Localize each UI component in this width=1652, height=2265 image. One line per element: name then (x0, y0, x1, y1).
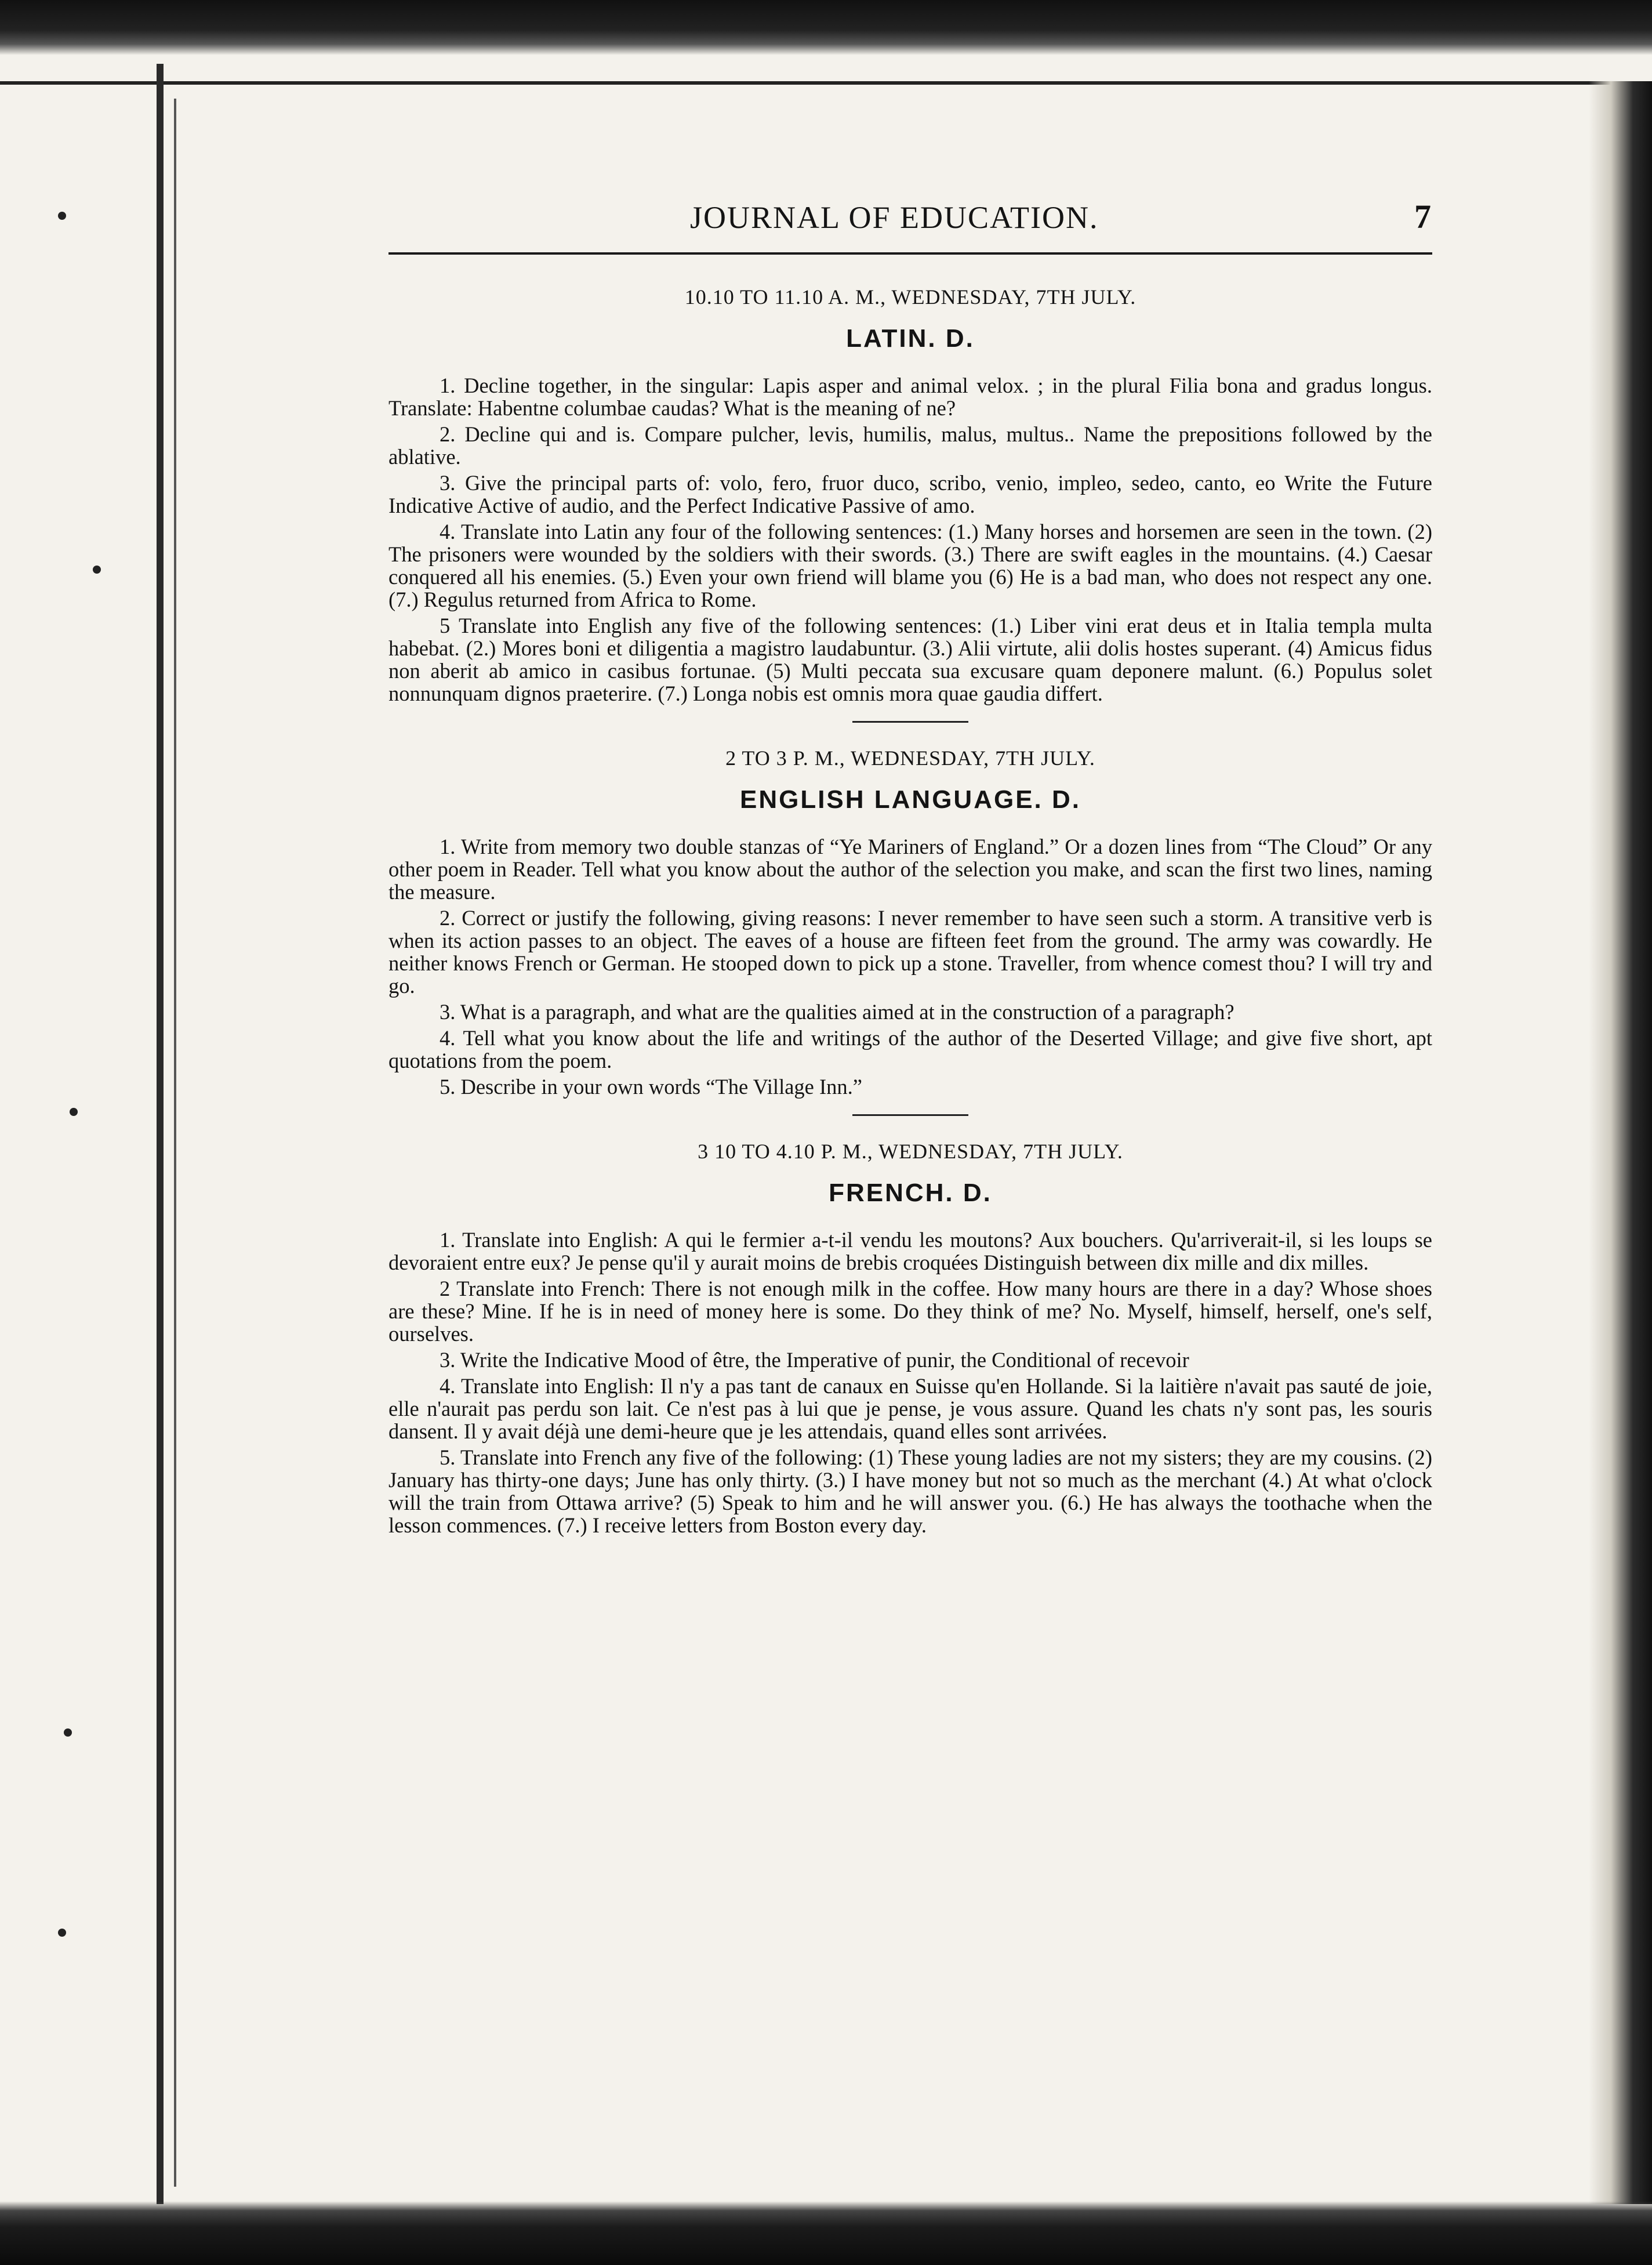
section-divider (852, 721, 968, 723)
journal-page (389, 197, 1432, 2192)
exam-time: 3 10 TO 4.10 P. M., WEDNESDAY, 7TH JULY. (698, 1140, 1123, 1163)
scan-speck (58, 1929, 66, 1937)
exam-subject: ENGLISH LANGUAGE. D. (739, 785, 1081, 814)
scan-border-right (1589, 81, 1652, 2204)
exam-question: 3. Give the principal parts of: volo, fero, fruor duco, scribo, venio, impleo, sedeo, canto, eo Write the Future Indicative Active of audio, and the Perfect Indicative Passive of amo. (389, 471, 1432, 517)
exam-question: 1. Write from memory two double stanzas of “Ye Mariners of England.” Or a dozen lines from “The Cloud” Or any other poem in Reader. Tell what you know about the author of the selection you make, and scan the first two lines, naming the measure. (389, 835, 1432, 904)
exam-time: 2 TO 3 P. M., WEDNESDAY, 7TH JULY. (725, 746, 1095, 770)
exam-section-english (389, 746, 1432, 1098)
scan-speck (93, 566, 101, 574)
scan-border-bottom (0, 2201, 1652, 2265)
page-number: 7 (1414, 198, 1432, 235)
exam-question: 5. Translate into French any five of the following: (1) These young ladies are not my sisters; they are my cousins. (2) January has thirty-one days; June has only thirty. (3.) I have money but not so much as the merchant (4.) At what o'clock will the train from Ottawa arrive? (5) Speak to him and he will answer you. (6.) He has always the toothache when the lesson commences. (7.) I receive letters from Boston every day. (389, 1445, 1432, 1537)
scan-border-top (0, 0, 1652, 55)
exam-subject: FRENCH. D. (829, 1179, 992, 1207)
exam-question: 1. Translate into English: A qui le fermier a-t-il vendu les moutons? Aux bouchers. Qu'arriverait-il, si les loups se devoraient entre eux? Je pense qu'il y aurait moins de brebis croquées Distinguish between dix mille and dix milles. (389, 1228, 1432, 1274)
exam-question: 2. Correct or justify the following, giving reasons: I never remember to have seen such a storm. A transitive verb is when its action passes to an object. The eaves of a house are fifteen feet from the ground. The army was cowardly. He neither knows French or German. He stooped down to pick up a stone. Traveller, from whence comest thou? I will try and go. (389, 906, 1432, 998)
exam-question: 2 Translate into French: There is not enough milk in the coffee. How many hours are there in a day? Whose shoes are these? Mine. If he is in need of money here is some. Do they think of me? No. Myself, himself, herself, one's self, ourselves. (389, 1277, 1432, 1346)
journal-title: JOURNAL OF EDUCATION. (690, 200, 1099, 235)
section-divider (852, 1114, 968, 1116)
scan-binding-edge (157, 64, 164, 2204)
exam-question: 5 Translate into English any five of the following sentences: (1.) Liber vini erat deus et in Italia templa multa habebat. (2.) Mores boni et diligentia a magistro laudabuntur. (3.) Alii virtute, alii dolis hostes superant. (4) Amicus fidus non aberit ab amico in casibus fortunae. (5) Multi peccata sua excusare quam deponere malunt. (6.) Populus solet nonnunquam dignos praeterire. (7.) Longa nobis est omnis mora quae gaudia differt. (389, 614, 1432, 705)
exam-question: 3. Write the Indicative Mood of être, the Imperative of punir, the Conditional of recevoir (440, 1348, 1189, 1372)
exam-question: 1. Decline together, in the singular: Lapis asper and animal velox. ; in the plural Filia bona and gradus longus. Translate: Habentne columbae caudas? What is the meaning of ne? (389, 374, 1432, 420)
exam-question: 2. Decline qui and is. Compare pulcher, levis, humilis, malus, multus.. Name the prepositions followed by the ablative. (389, 422, 1432, 469)
exam-question: 5. Describe in your own words “The Village Inn.” (440, 1075, 862, 1099)
exam-time: 10.10 TO 11.10 A. M., WEDNESDAY, 7TH JULY. (684, 285, 1137, 309)
scan-speck (70, 1108, 78, 1116)
exam-question: 3. What is a paragraph, and what are the qualities aimed at in the construction of a paragraph? (440, 1000, 1235, 1024)
page-header (389, 197, 1432, 255)
scan-speck (64, 1728, 72, 1737)
exam-subject: LATIN. D. (846, 324, 975, 353)
exam-section-latin (389, 285, 1432, 705)
scan-binding-line (174, 99, 176, 2187)
exam-question: 4. Translate into English: Il n'y a pas tant de canaux en Suisse qu'en Hollande. Si la laitière n'avait pas sauté de joie, elle n'aurait pas perdu son lait. Ce n'est pas à lui que je pense, je vous assure. Quand les chats n'y sont pas, les souris dansent. Il y avait déjà une demi-heure que je les attendais, quand elles sont arrivées. (389, 1374, 1432, 1443)
exam-question: 4. Translate into Latin any four of the following sentences: (1.) Many horses and horsemen are seen in the town. (2) The prisoners were wounded by the soldiers with their swords. (3.) There are swift eagles in the mountains. (4.) Caesar conquered all his enemies. (5.) Even your own friend will blame you (6) He is a bad man, who does not respect any one. (7.) Regulus returned from Africa to Rome. (389, 520, 1432, 611)
scan-rule-top (0, 81, 1652, 85)
exam-question: 4. Tell what you know about the life and writings of the author of the Deserted Village; and give five short, apt quotations from the poem. (389, 1026, 1432, 1072)
scan-speck (58, 212, 66, 220)
exam-section-french (389, 1139, 1432, 1536)
